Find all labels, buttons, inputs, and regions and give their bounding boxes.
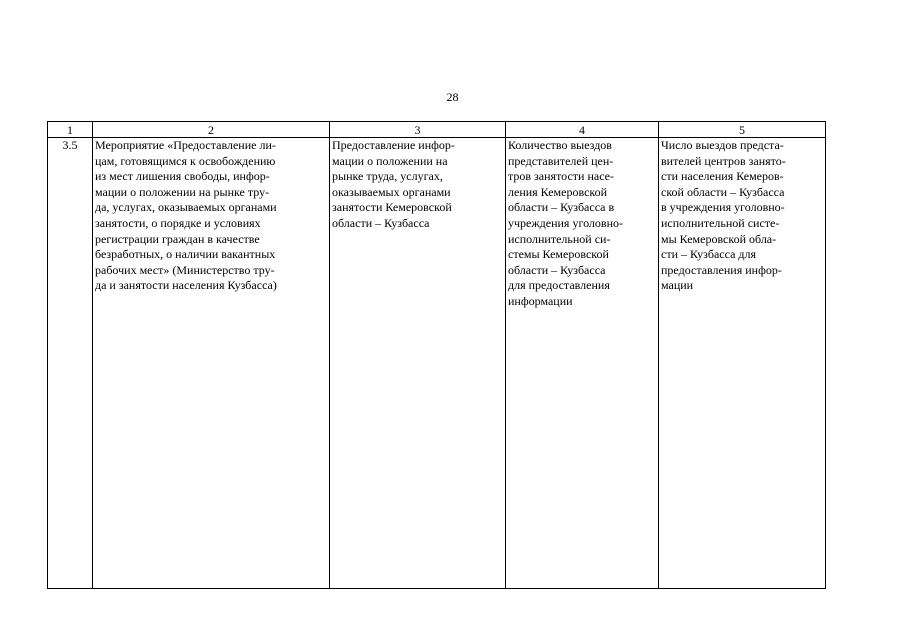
column-header-1: 1 <box>48 122 93 138</box>
measure-description-cell: Мероприятие «Предоставление ли- цам, готовящимся к освобождению из мест лишения свободы, инфор- мации о положении на рынке тру- да, услугах, оказываемых органами занятости, о порядке и условиях регистрации граждан в качестве безработных, о наличии вакантных рабочих мест» (Министерство тру- да и занятости населения Кузбасса) <box>93 138 330 589</box>
column-header-5: 5 <box>659 122 826 138</box>
result-description-cell: Предоставление инфор- мации о положении на рынке труда, услугах, оказываемых органами занятости Кемеровской области – Кузбасса <box>330 138 506 589</box>
column-header-4: 4 <box>506 122 659 138</box>
table-header-row <box>48 122 826 138</box>
measures-table <box>47 121 826 589</box>
indicator-name-cell: Количество выездов представителей цен- тров занятости насе- ления Кемеровской области – Кузбасса в учреждения уголовно- исполнительной си- стемы Кемеровской области – Кузбасса для предоставления информации <box>506 138 659 589</box>
row-number-cell: 3.5 <box>48 138 93 589</box>
indicator-method-cell: Число выездов предста- вителей центров занято- сти населения Кемеров- ской области – Кузбасса в учреждения уголовно- исполнительной систе- мы Кемеровской обла- сти – Кузбасса для предоставления инфор- мации <box>659 138 826 589</box>
column-header-2: 2 <box>93 122 330 138</box>
table-row <box>48 138 826 589</box>
page-number: 28 <box>446 90 459 104</box>
column-header-3: 3 <box>330 122 506 138</box>
